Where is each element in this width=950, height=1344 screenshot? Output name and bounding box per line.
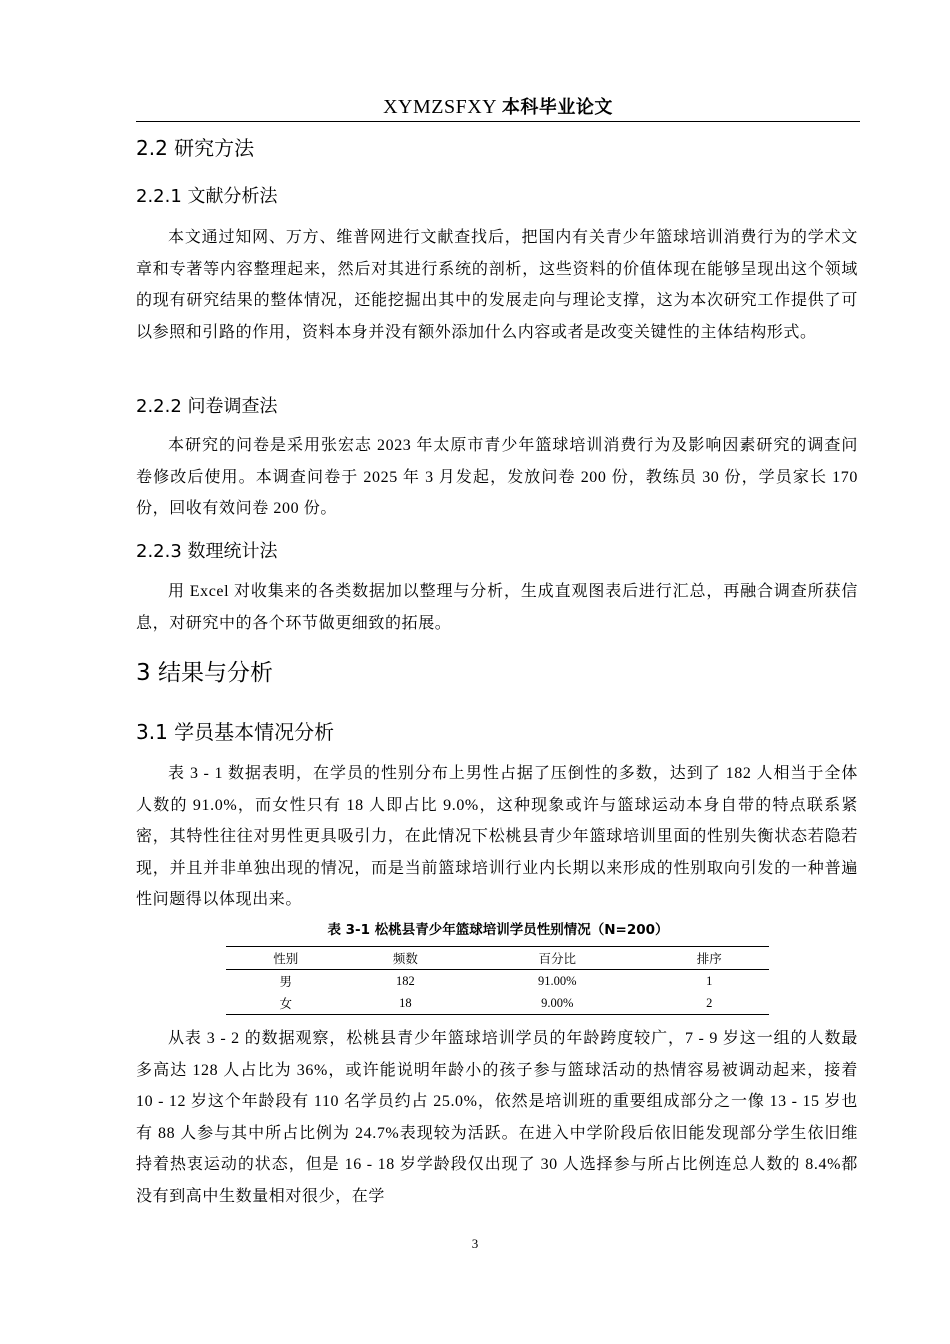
table-cell: 18: [346, 992, 466, 1015]
table-row: [226, 992, 769, 1015]
paragraph-questionnaire-method: 本研究的问卷是采用张宏志 2023 年太原市青少年篮球培训消费行为及影响因素研究的调查问卷修改后使用。本调查问卷于 2025 年 3 月发起，发放问卷 200 份，教练员 30 份，学员家长 170 份，回收有效问卷 200 份。: [136, 437, 858, 517]
table-header-row: [226, 947, 769, 970]
table-cell: 女: [226, 992, 346, 1015]
heading-2-2-2: 2.2.2 问卷调查法: [136, 396, 278, 417]
table-cell: 男: [279, 975, 293, 989]
page-number: 3: [471, 1236, 479, 1251]
table-cell: 2: [649, 992, 769, 1015]
heading-2-2-1: 2.2.1 文献分析法: [136, 186, 278, 207]
heading-3: 3 结果与分析: [136, 660, 273, 686]
heading-2-2: 2.2 研究方法: [136, 136, 255, 160]
paragraph-literature-method: 本文通过知网、万方、维普网进行文献查找后，把国内有关青少年篮球培训消费行为的学术文章和专著等内容整理起来，然后对其进行系统的剖析，这些资料的价值体现在能够呈现出这个领域的现有研究结果的整体情况，还能挖掘出其中的发展走向与理论支撑，这为本次研究工作提供了可以参照和引路的作用，资料本身并没有额外添加什么内容或者是改变关键性的主体结构形式。: [136, 229, 858, 341]
paragraph-age-analysis: 从表 3 - 2 的数据观察，松桃县青少年篮球培训学员的年龄跨度较广，7 - 9 岁这一组的人数最多高达 128 人占比为 36%，或许能说明年龄小的孩子参与篮球活动的热情容易被调动起来，接着 10 - 12 岁这个年龄段有 110 名学员约占 25.0%，依然是培训班的重要组成部分之一像 13 - 15 岁也有 88 人参与其中所占比例为 24.7%表现较为活跃。在进入中学阶段后依旧能发现部分学生依旧维持着热衷运动的状态，但是 16 - 18 岁学龄段仅出现了 30 人选择参与所占比例连总人数的 8.4%都没有到高中生数量相对很少，在学: [136, 1030, 858, 1205]
table-cell: 91.00%: [538, 973, 577, 988]
table-row: [226, 970, 769, 993]
table-3-1-caption: 表 3-1 松桃县青少年篮球培训学员性别情况（N=200）: [327, 922, 669, 938]
table-3-1: [226, 946, 769, 1015]
table-header-cell: 排序: [649, 947, 769, 970]
table-header-cell: 频数: [346, 947, 466, 970]
header-latin: XYMZSFXY: [383, 96, 497, 118]
table-header-cell: 性别: [226, 947, 346, 970]
table-header-cell: 百分比: [465, 947, 649, 970]
heading-3-1: 3.1 学员基本情况分析: [136, 720, 335, 744]
paragraph-gender-analysis: 表 3 - 1 数据表明，在学员的性别分布上男性占据了压倒性的多数，达到了 182 人相当于全体人数的 91.0%，而女性只有 18 人即占比 9.0%，这种现象或许与篮球运动本身自带的特点联系紧密，其特性往往对男性更具吸引力，在此情况下松桃县青少年篮球培训里面的性别失衡状态若隐若现，并且并非单独出现的情况，而是当前篮球培训行业内长期以来形成的性别取向引发的一种普遍性问题得以体现出来。: [136, 765, 858, 908]
page-header: [136, 93, 860, 122]
table-cell: 1: [706, 973, 713, 988]
heading-2-2-3: 2.2.3 数理统计法: [136, 541, 278, 562]
table-cell: 182: [395, 973, 415, 988]
table-cell: 9.00%: [465, 992, 649, 1015]
header-title: 本科毕业论文: [501, 97, 613, 118]
paragraph-statistics-method: 用 Excel 对收集来的各类数据加以整理与分析，生成直观图表后进行汇总，再融合调查所获信息，对研究中的各个环节做更细致的拓展。: [136, 583, 858, 632]
